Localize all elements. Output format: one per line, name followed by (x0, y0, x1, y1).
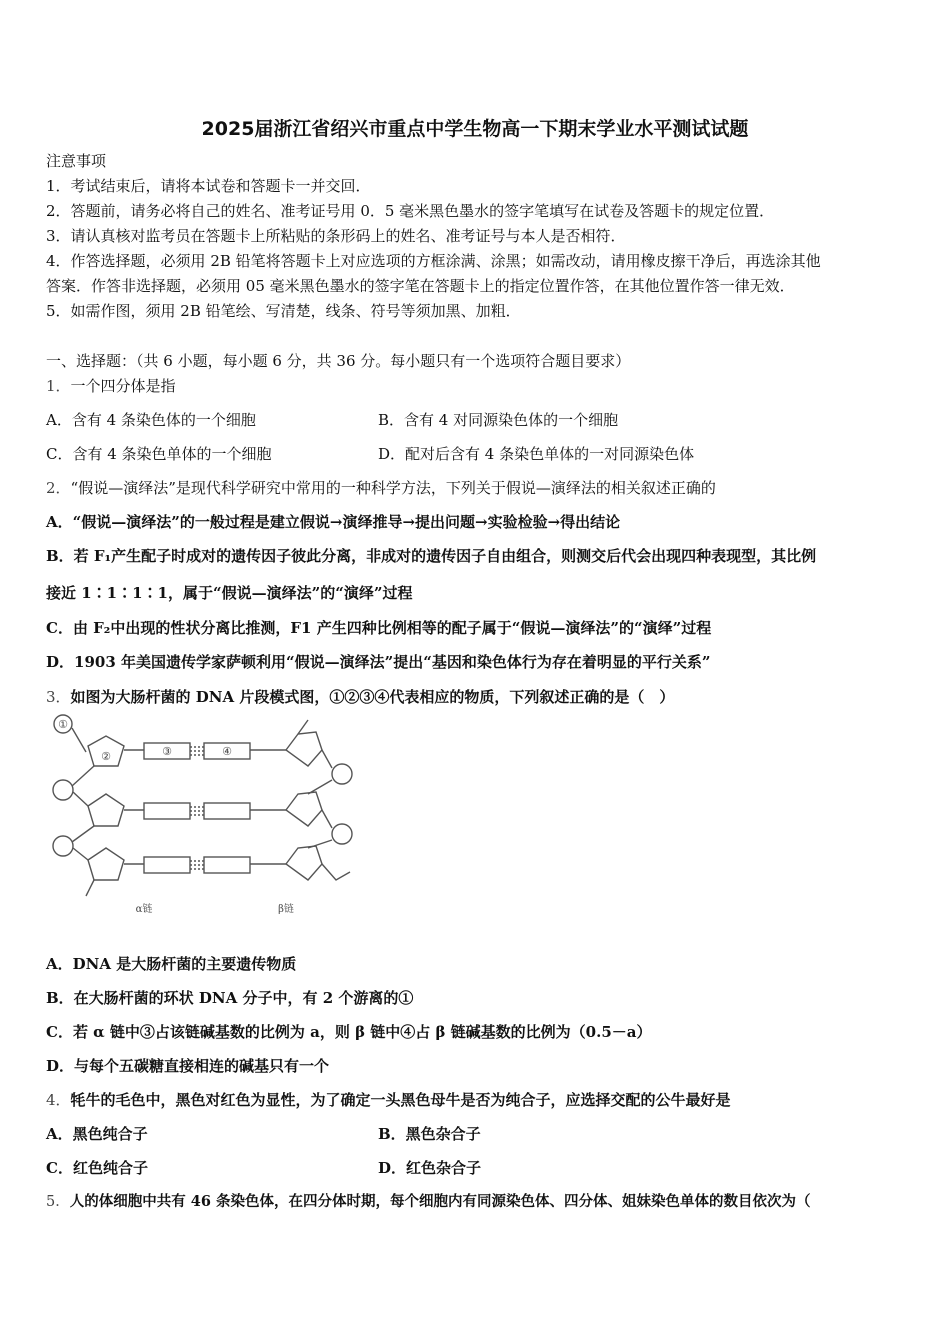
notice-item-5: 5．如需作图，须用 2B 铅笔绘、写清楚，线条、符号等须加黑、加粗． (46, 302, 521, 320)
phosphate-circle (332, 764, 352, 784)
q2-option-c: C．由 F₂中出现的性状分离比推测，F1 产生四种比例相等的配子属于“假说—演绎法”的“演绎”过程 (46, 619, 712, 637)
question-text: 人的体细胞中共有 46 条染色体，在四分体时期，每个细胞内有同源染色体、四分体、姐妹染色单体的数目依次为（ (69, 1193, 811, 1210)
dna-diagram (46, 714, 366, 924)
base-box (204, 803, 250, 819)
sugar-pentagon (286, 846, 322, 880)
notice-heading: 注意事项 (46, 152, 107, 170)
alpha-chain-label: α链 (135, 904, 153, 915)
question-1-stem (46, 375, 176, 397)
q3-option-a: A．DNA 是大肠杆菌的主要遗传物质 (46, 955, 297, 973)
sugar-pentagon (286, 732, 322, 766)
notice-item-2: 2．答题前，请务必将自己的姓名、准考证号用 0．5 毫米黑色墨水的签字笔填写在试卷及答题卡的规定位置． (46, 202, 775, 220)
label-3: ③ (162, 745, 172, 758)
page-title: 2025届浙江省绍兴市重点中学生物高一下期末学业水平测试试题 (201, 118, 749, 140)
q1-option-a: A．含有 4 条染色体的一个细胞 (46, 411, 256, 429)
q2-option-b: B．若 F₁产生配子时成对的遗传因子彼此分离，非成对的遗传因子自由组合，则测交后代会出现四种表现型，其比例 (46, 547, 817, 565)
question-text: 如图为大肠杆菌的 DNA 片段模式图，①②③④代表相应的物质，下列叙述正确的是（ ） (70, 688, 675, 706)
phosphate-circle (53, 836, 73, 856)
base-box (144, 803, 190, 819)
label-4: ④ (222, 745, 232, 758)
q3-option-d: D．与每个五碳糖直接相连的碱基只有一个 (46, 1057, 330, 1075)
label-2: ② (101, 750, 111, 763)
sugar-pentagon (88, 794, 124, 826)
q2-option-b-cont: 接近 1∶1∶1∶1，属于“假说—演绎法”的“演绎”过程 (46, 584, 413, 602)
q1-option-row-1 (46, 409, 256, 431)
beta-chain-label: β链 (278, 904, 294, 915)
base-box (144, 857, 190, 873)
base-box (204, 857, 250, 873)
q2-option-d: D．1903 年美国遗传学家萨顿利用“假说—演绎法”提出“基因和染色体行为存在着明显的平行关系” (46, 653, 711, 671)
q4-option-a: A．黑色纯合子 (46, 1125, 148, 1143)
question-number: 5． (46, 1194, 70, 1210)
sugar-pentagon (286, 792, 322, 826)
q1-option-d: D．配对后含有 4 条染色单体的一对同源染色体 (378, 445, 695, 463)
question-text: 一个四分体是指 (70, 377, 176, 395)
question-text: “假说—演绎法”是现代科学研究中常用的一种科学方法，下列关于假说—演绎法的相关叙述正确的 (70, 479, 716, 497)
notice-item-4-cont: 答案．作答非选择题，必须用 05 毫米黑色墨水的签字笔在答题卡上的指定位置作答，在其他位置作答一律无效． (46, 277, 795, 295)
q4-option-b: B．黑色杂合子 (378, 1125, 481, 1143)
label-1: ① (58, 718, 68, 731)
q3-option-c: C．若 α 链中③占该链碱基数的比例为 a，则 β 链中④占 β 链碱基数的比例为（0.5－a） (46, 1023, 652, 1041)
q4-option-d: D．红色杂合子 (378, 1159, 482, 1177)
section-heading: 一、选择题：（共 6 小题，每小题 6 分，共 36 分。每小题只有一个选项符合题目要求） (46, 352, 631, 370)
question-text: 牦牛的毛色中，黑色对红色为显性，为了确定一头黑色母牛是否为纯合子，应选择交配的公牛最好是 (70, 1091, 731, 1109)
notice-item-1: 1．考试结束后，请将本试卷和答题卡一并交回． (46, 177, 371, 195)
q4-option-c: C．红色纯合子 (46, 1159, 148, 1177)
question-3-stem (46, 686, 674, 708)
question-2-stem (46, 477, 716, 499)
question-5-stem (46, 1191, 811, 1213)
q1-option-c: C．含有 4 条染色单体的一个细胞 (46, 445, 272, 463)
question-number: 2． (46, 479, 71, 497)
phosphate-circle (53, 780, 73, 800)
question-number: 4． (46, 1091, 71, 1109)
notice-item-3: 3．请认真核对监考员在答题卡上所粘贴的条形码上的姓名、准考证号与本人是否相符． (46, 227, 626, 245)
q2-option-a: A．“假说—演绎法”的一般过程是建立假说→演绎推导→提出问题→实验检验→得出结论 (46, 513, 621, 531)
notice-item-4: 4．作答选择题，必须用 2B 铅笔将答题卡上对应选项的方框涂满、涂黑；如需改动，请用橡皮擦干净后，再选涂其他 (46, 252, 821, 270)
q3-option-b: B．在大肠杆菌的环状 DNA 分子中，有 2 个游离的① (46, 989, 414, 1007)
phosphate-circle (332, 824, 352, 844)
sugar-pentagon (88, 848, 124, 880)
question-number: 1． (46, 377, 71, 395)
question-4-stem (46, 1089, 731, 1111)
question-number: 3． (46, 688, 71, 706)
q1-option-b: B．含有 4 对同源染色体的一个细胞 (378, 411, 619, 429)
